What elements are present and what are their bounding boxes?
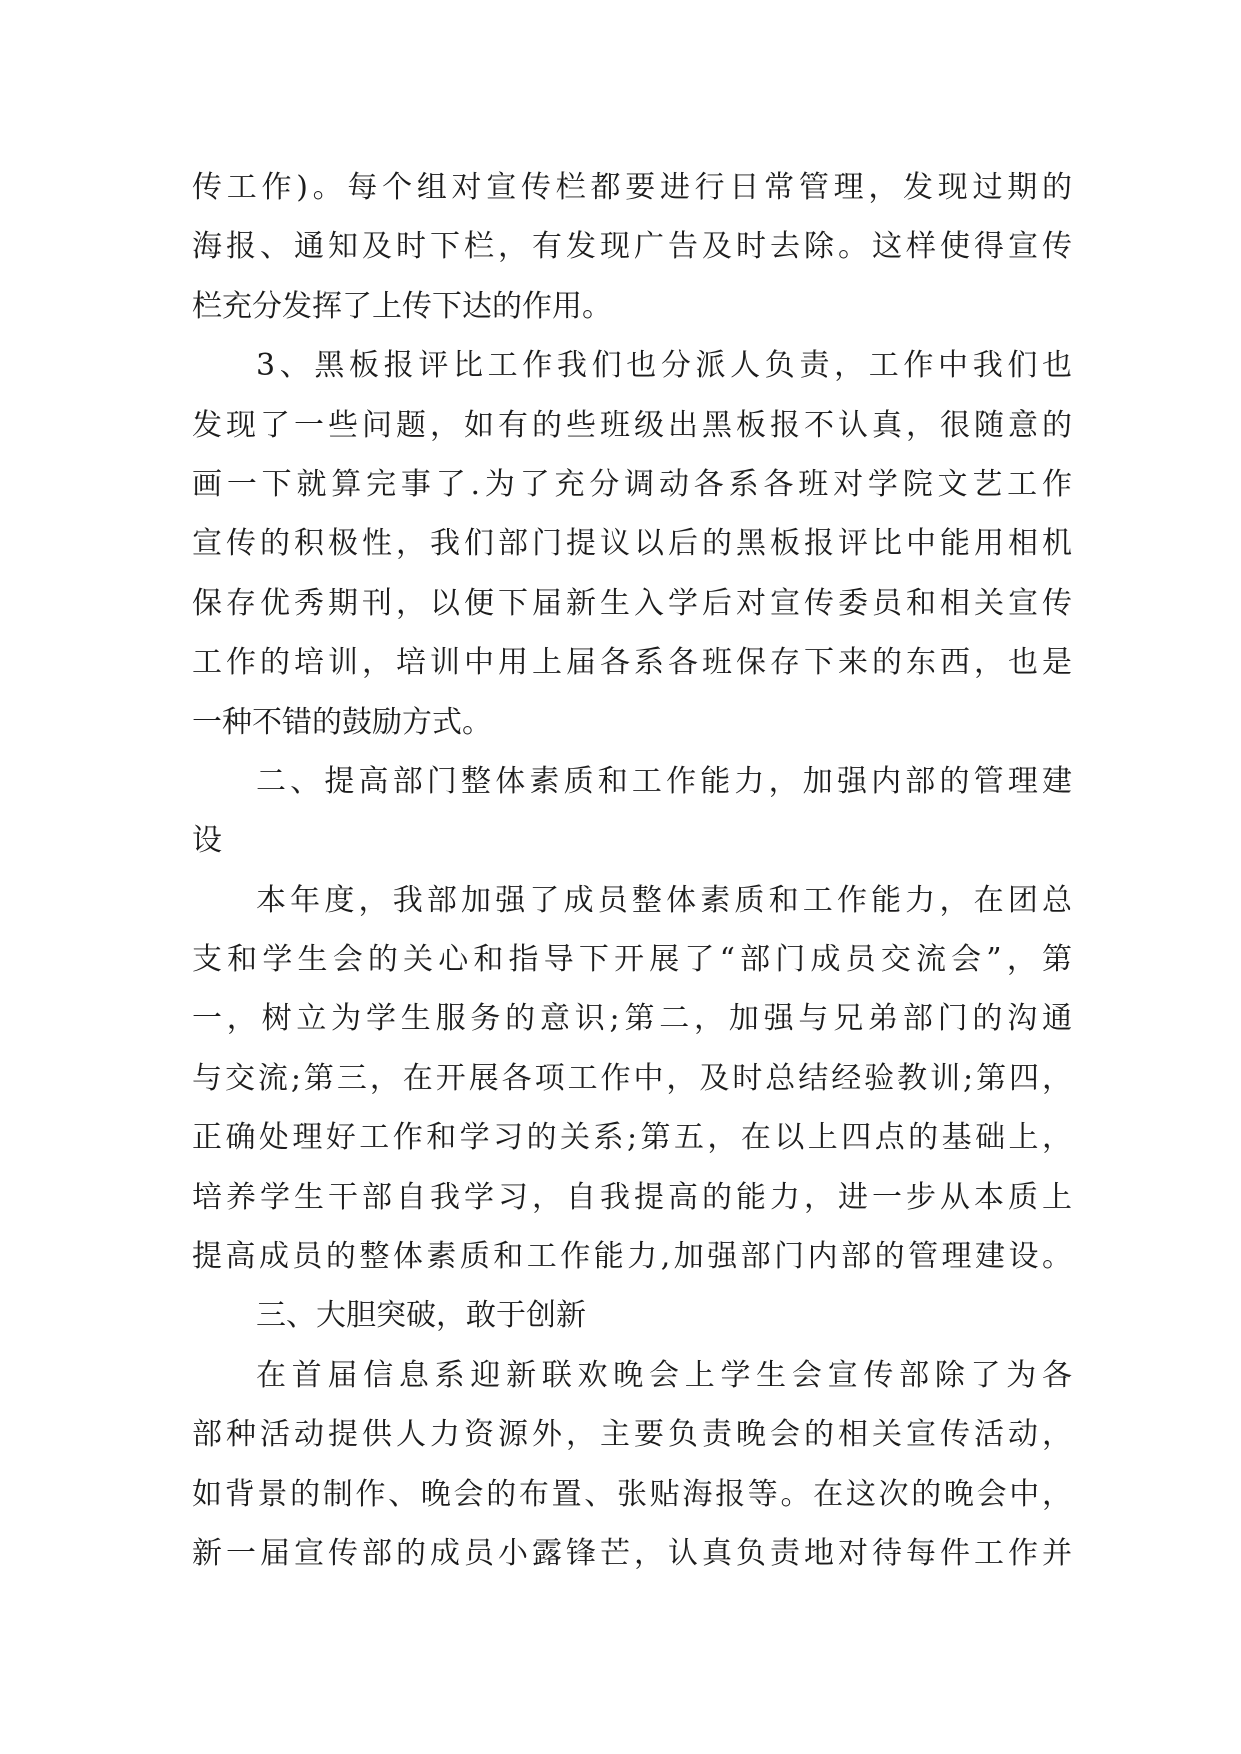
section-heading: 三、大胆突破，敢于创新 (256, 1298, 586, 1334)
text-line: 3、黑板报评比工作我们也分派人负责，工作中我们也 (256, 348, 1072, 384)
text-line: 提高成员的整体素质和工作能力,加强部门内部的管理建设。 (192, 1239, 1072, 1275)
text-line: 如背景的制作、晚会的布置、张贴海报等。在这次的晚会中， (192, 1476, 1072, 1512)
section-heading: 设 (192, 823, 222, 859)
text-line: 部种活动提供人力资源外，主要负责晚会的相关宣传活动， (192, 1417, 1072, 1453)
text-line: 支和学生会的关心和指导下开展了“部门成员交流会”，第 (192, 942, 1072, 978)
text-line: 传工作)。每个组对宣传栏都要进行日常管理，发现过期的 (192, 170, 1072, 205)
text-line: 在首届信息系迎新联欢晚会上学生会宣传部除了为各 (256, 1357, 1072, 1393)
text-line: 画一下就算完事了.为了充分调动各系各班对学院文艺工作 (192, 466, 1072, 502)
text-line: 保存优秀期刊，以便下届新生入学后对宣传委员和相关宣传 (192, 585, 1072, 621)
text-line: 海报、通知及时下栏，有发现广告及时去除。这样使得宣传 (192, 229, 1072, 265)
text-line: 栏充分发挥了上传下达的作用。 (192, 288, 612, 324)
text-line: 本年度，我部加强了成员整体素质和工作能力，在团总 (256, 882, 1072, 918)
text-line: 新一届宣传部的成员小露锋芒，认真负责地对待每件工作并 (192, 1535, 1072, 1571)
text-line: 工作的培训，培训中用上届各系各班保存下来的东西，也是 (192, 645, 1072, 681)
text-line: 一，树立为学生服务的意识;第二，加强与兄弟部门的沟通 (192, 1001, 1072, 1037)
text-line: 与交流;第三，在开展各项工作中，及时总结经验教训;第四， (192, 1060, 1072, 1096)
section-heading: 二、提高部门整体素质和工作能力，加强内部的管理建 (256, 763, 1072, 799)
text-line: 培养学生干部自我学习，自我提高的能力，进一步从本质上 (192, 1179, 1072, 1215)
text-line: 发现了一些问题，如有的些班级出黑板报不认真，很随意的 (192, 407, 1072, 443)
text-line: 正确处理好工作和学习的关系;第五，在以上四点的基础上， (192, 1120, 1072, 1156)
text-line: 宣传的积极性，我们部门提议以后的黑板报评比中能用相机 (192, 526, 1072, 562)
text-line: 一种不错的鼓励方式。 (192, 704, 492, 740)
document-body (192, 158, 1072, 1583)
